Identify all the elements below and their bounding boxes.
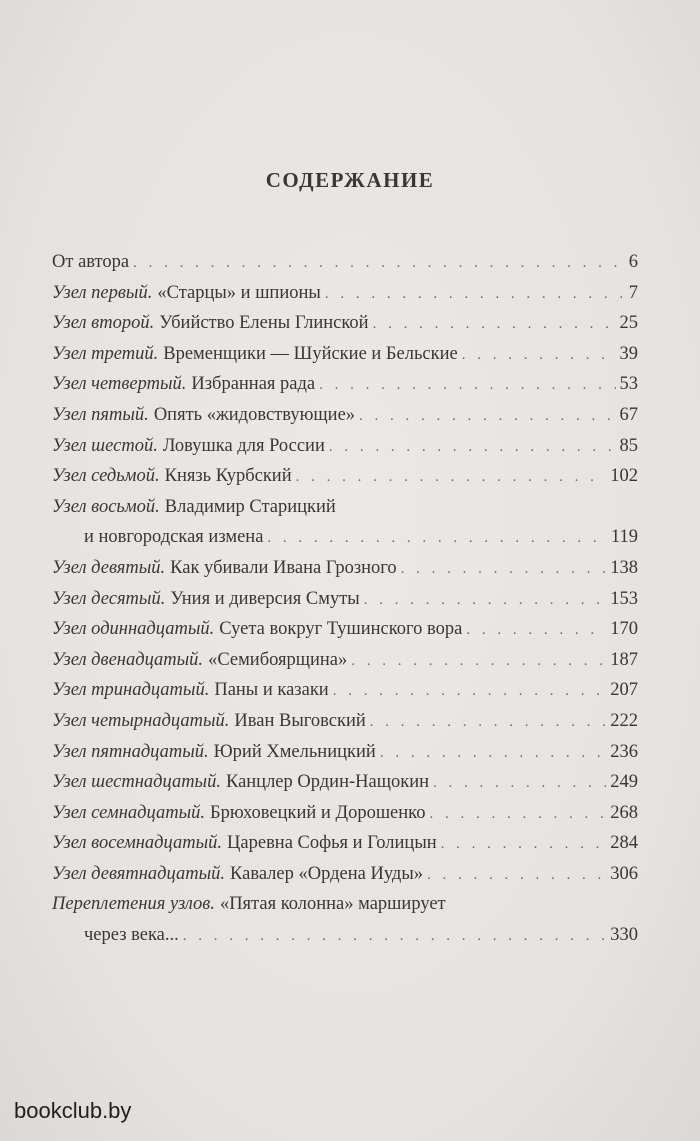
table-of-contents bbox=[52, 252, 638, 956]
toc-entry bbox=[52, 680, 638, 711]
dot-leader bbox=[466, 622, 606, 639]
dot-leader bbox=[133, 255, 625, 272]
dot-leader bbox=[267, 530, 607, 547]
page-number: 67 bbox=[619, 404, 638, 425]
toc-entry bbox=[52, 405, 638, 436]
page-number: 207 bbox=[610, 680, 638, 701]
toc-entry bbox=[52, 650, 638, 681]
node-label: Узел десятый. bbox=[52, 588, 166, 609]
entry-title: и новгородская измена bbox=[84, 527, 264, 548]
dot-leader bbox=[441, 836, 607, 853]
page-number: 187 bbox=[610, 649, 638, 670]
entry-title: через века... bbox=[84, 925, 179, 946]
entry-title: Юрий Хмельницкий bbox=[213, 741, 376, 762]
page-number: 102 bbox=[610, 466, 638, 487]
node-label: Узел седьмой. bbox=[52, 466, 160, 487]
node-label: Узел третий. bbox=[52, 343, 159, 364]
entry-title: Уния и диверсия Смуты bbox=[170, 588, 360, 609]
dot-leader bbox=[359, 408, 615, 425]
dot-leader bbox=[364, 592, 607, 609]
node-label: Переплетения узлов. bbox=[52, 894, 215, 915]
entry-title: Убийство Елены Глинской bbox=[159, 313, 369, 334]
toc-entry bbox=[52, 589, 638, 620]
page-title: СОДЕРЖАНИЕ bbox=[265, 168, 435, 192]
watermark: bookclub.by bbox=[14, 1098, 132, 1123]
dot-leader bbox=[373, 316, 616, 333]
entry-title: Временщики — Шуйские и Бельские bbox=[163, 343, 458, 364]
node-label: Узел девятнадцатый. bbox=[52, 863, 226, 884]
toc-entry bbox=[52, 252, 638, 283]
toc-entry bbox=[52, 742, 638, 773]
dot-leader bbox=[429, 806, 606, 823]
entry-title: Ловушка для России bbox=[162, 435, 325, 456]
entry-title: Князь Курбский bbox=[164, 466, 292, 487]
dot-leader bbox=[380, 745, 606, 762]
toc-entry bbox=[52, 436, 638, 467]
node-label: Узел второй. bbox=[52, 313, 155, 334]
dot-leader bbox=[333, 683, 607, 700]
entry-title: Суета вокруг Тушинского вора bbox=[219, 619, 463, 640]
entry-title: Опять «жидовствующие» bbox=[153, 404, 356, 425]
toc-entry bbox=[52, 894, 638, 925]
toc-entry bbox=[52, 374, 638, 405]
toc-entry bbox=[52, 344, 638, 375]
node-label: Узел семнадцатый. bbox=[52, 802, 205, 823]
page-number: 119 bbox=[610, 527, 638, 548]
page-number: 53 bbox=[619, 374, 638, 395]
node-label: Узел восьмой. bbox=[52, 496, 160, 517]
entry-title: Кавалер «Ордена Иуды» bbox=[230, 863, 424, 884]
dot-leader bbox=[401, 561, 607, 578]
page-number: 268 bbox=[610, 802, 638, 823]
dot-leader bbox=[183, 928, 606, 945]
page-number: 7 bbox=[628, 282, 638, 303]
page-number: 330 bbox=[610, 925, 638, 946]
toc-entry bbox=[52, 772, 638, 803]
dot-leader bbox=[427, 867, 606, 884]
dot-leader bbox=[462, 347, 616, 364]
dot-leader bbox=[433, 775, 606, 792]
page-number: 153 bbox=[610, 588, 638, 609]
node-label: Узел шестнадцатый. bbox=[52, 772, 221, 793]
toc-entry bbox=[52, 466, 638, 497]
page-number: 25 bbox=[619, 313, 638, 334]
toc-entry bbox=[52, 711, 638, 742]
toc-entry bbox=[52, 283, 638, 314]
page-number: 284 bbox=[610, 833, 638, 854]
toc-entry bbox=[52, 803, 638, 834]
toc-entry bbox=[52, 864, 638, 895]
node-label: Узел одиннадцатый. bbox=[52, 619, 215, 640]
page-number: 6 bbox=[628, 252, 638, 272]
toc-entry-continuation bbox=[52, 925, 638, 956]
entry-title: «Пятая колонна» марширует bbox=[219, 894, 446, 915]
entry-title: Иван Выговский bbox=[234, 710, 366, 731]
page-number: 39 bbox=[619, 343, 638, 364]
entry-title: Царевна Софья и Голицын bbox=[227, 833, 437, 854]
entry-title: «Семибоярщина» bbox=[208, 649, 348, 670]
page-number: 249 bbox=[610, 772, 638, 793]
node-label: Узел шестой. bbox=[52, 435, 158, 456]
dot-leader bbox=[319, 377, 615, 394]
node-label: Узел девятый. bbox=[52, 557, 166, 578]
node-label: Узел первый. bbox=[52, 282, 153, 303]
toc-entry bbox=[52, 558, 638, 589]
dot-leader bbox=[325, 286, 625, 303]
toc-entry bbox=[52, 497, 638, 528]
dot-leader bbox=[351, 653, 606, 670]
page-number: 306 bbox=[610, 863, 638, 884]
entry-title: «Старцы» и шпионы bbox=[157, 282, 321, 303]
page-number: 222 bbox=[610, 710, 638, 731]
node-label: Узел четырнадцатый. bbox=[52, 710, 230, 731]
toc-entry bbox=[52, 619, 638, 650]
page-number: 138 bbox=[610, 557, 638, 578]
entry-title: От автора bbox=[52, 252, 130, 272]
entry-title: Канцлер Ордин-Нащокин bbox=[225, 772, 429, 793]
toc-entry-continuation bbox=[52, 527, 638, 558]
entry-title: Владимир Старицкий bbox=[164, 496, 336, 517]
entry-title: Паны и казаки bbox=[214, 680, 329, 701]
entry-title: Избранная рада bbox=[191, 374, 316, 395]
entry-title: Как убивали Ивана Грозного bbox=[170, 557, 397, 578]
page-number: 236 bbox=[610, 741, 638, 762]
entry-title: Брюховецкий и Дорошенко bbox=[210, 802, 426, 823]
node-label: Узел пятнадцатый. bbox=[52, 741, 209, 762]
node-label: Узел тринадцатый. bbox=[52, 680, 210, 701]
page-number: 170 bbox=[610, 619, 638, 640]
node-label: Узел пятый. bbox=[52, 404, 149, 425]
toc-entry bbox=[52, 833, 638, 864]
page-number: 85 bbox=[619, 435, 638, 456]
node-label: Узел восемнадцатый. bbox=[52, 833, 223, 854]
dot-leader bbox=[296, 469, 607, 486]
dot-leader bbox=[370, 714, 606, 731]
dot-leader bbox=[329, 439, 616, 456]
toc-entry bbox=[52, 313, 638, 344]
node-label: Узел двенадцатый. bbox=[52, 649, 204, 670]
node-label: Узел четвертый. bbox=[52, 374, 187, 395]
